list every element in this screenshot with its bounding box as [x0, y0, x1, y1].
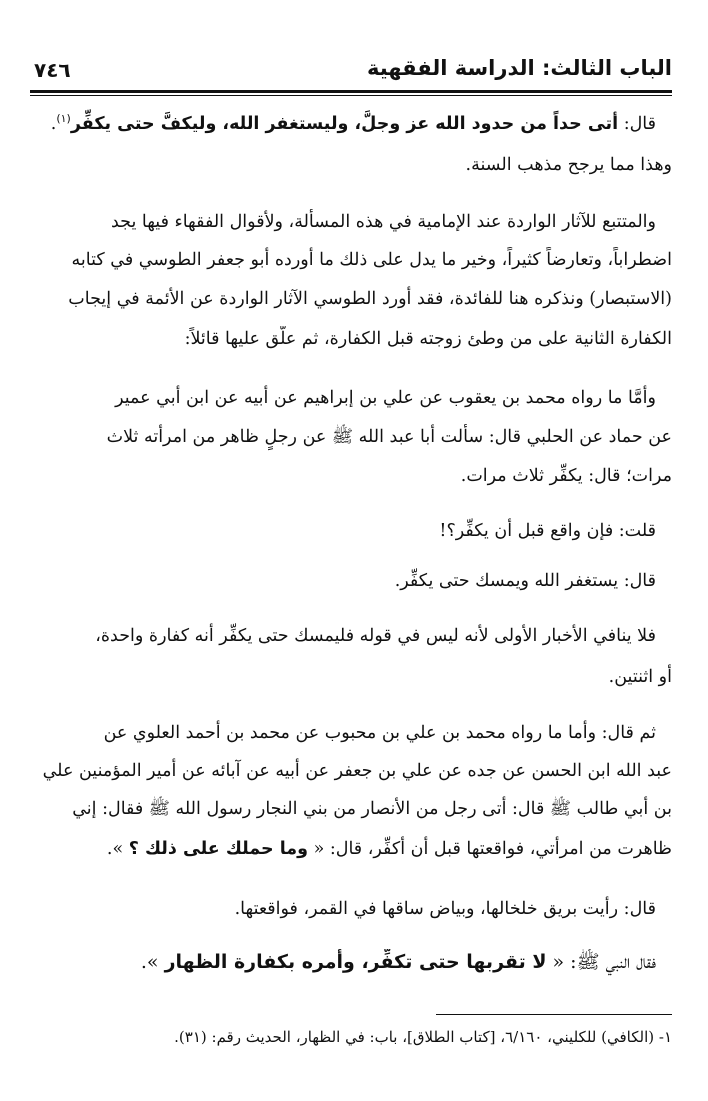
paragraph-4-line-1: فلا ينافي الأخبار الأولى لأنه ليس في قوله فليمسك حتى يكفِّر أنه كفارة واحدة، [95, 626, 656, 646]
paragraph-1-line-1: قال: أتى حداً من حدود الله عز وجلَّ، وليستغفر الله، وليكفَّ حتى يكفِّر$^{(١)}$. [50, 112, 656, 134]
paragraph-6: قال: رأيت بريق خلخالها، وبياض ساقها في القمر، فواقعتها. [234, 899, 656, 919]
header-rule-thin [30, 95, 672, 96]
answer-line: قال: يستغفر الله ويمسك حتى يكفِّر. [394, 571, 656, 591]
prophet-statement: لا تقربها حتى تكفِّر، وأمره بكفارة الظهار [164, 951, 547, 973]
question-line: قلت: فإن واقع قبل أن يكفِّر؟! [439, 521, 656, 541]
footnote: ١- (الكافي) للكليني، ٦/١٦٠، [كتاب الطلاق]، باب: في الظهار، الحديث رقم: (٣١). [174, 1028, 672, 1046]
paragraph-1-line-2: وهذا مما يرجح مذهب السنة. [465, 155, 672, 175]
paragraph-5-line-2: عبد الله ابن الحسن عن جده عن علي بن جعفر عن أبيه عن آبائه عن أمير المؤمنين علي [42, 761, 672, 781]
quoted-question: وما حملك على ذلك ؟ [128, 839, 309, 859]
paragraph-3-line-3: مرات؛ قال: يكفِّر ثلاث مرات. [460, 466, 672, 486]
paragraph-7: فقال النبي ﷺ: « لا تقربها حتى تكفِّر، وأمره بكفارة الظهار ». [140, 951, 656, 973]
quoted-statement: أتى حداً من حدود الله عز وجلَّ، وليستغفر الله، وليكفَّ حتى يكفِّر [70, 113, 619, 134]
paragraph-2-line-1: والمتتبع للآثار الواردة عند الإمامية في هذه المسألة، ولأقوال الفقهاء فيها يجد [110, 212, 656, 232]
paragraph-4-line-2: أو اثنتين. [608, 667, 672, 687]
paragraph-2-line-3: (الاستبصار) ونذكره هنا للفائدة، فقد أورد الطوسي الآثار الواردة عن الأئمة في إيجاب [68, 289, 672, 309]
chapter-title: الباب الثالث: الدراسة الفقهية [366, 56, 672, 80]
header-rule-thick [30, 90, 672, 93]
paragraph-5-line-4: ظاهرت من امرأتي، فواقعتها قبل أن أكفِّر، قال: « وما حملك على ذلك ؟ ». [106, 839, 672, 859]
footnote-reference: (١) [56, 112, 71, 125]
footnote-divider [436, 1014, 672, 1015]
paragraph-3-line-2: عن حماد عن الحلبي قال: سألت أبا عبد الله ﷺ عن رجلٍ ظاهر من امرأته ثلاث [106, 427, 672, 447]
paragraph-5-line-1: ثم قال: وأما ما رواه محمد بن علي بن محبوب عن محمد بن أحمد العلوي عن [103, 723, 656, 743]
paragraph-5-line-3: بن أبي طالب ﷺ قال: أتى رجل من الأنصار من بني النجار رسول الله ﷺ فقال: إني [72, 799, 672, 819]
paragraph-3-line-1: وأمَّا ما رواه محمد بن يعقوب عن علي بن إبراهيم عن أبيه عن ابن أبي عمير [115, 388, 656, 408]
page-number: ٧٤٦ [34, 58, 71, 82]
paragraph-2-line-2: اضطراباً، وتعارضاً كثيراً، وخير ما يدل على ذلك ما أورده أبو جعفر الطوسي في كتابه [71, 250, 672, 270]
paragraph-2-line-4: الكفارة الثانية على من وطئ زوجته قبل الكفارة، ثم علَّق عليها قائلاً: [184, 329, 672, 349]
page-header [30, 52, 672, 92]
